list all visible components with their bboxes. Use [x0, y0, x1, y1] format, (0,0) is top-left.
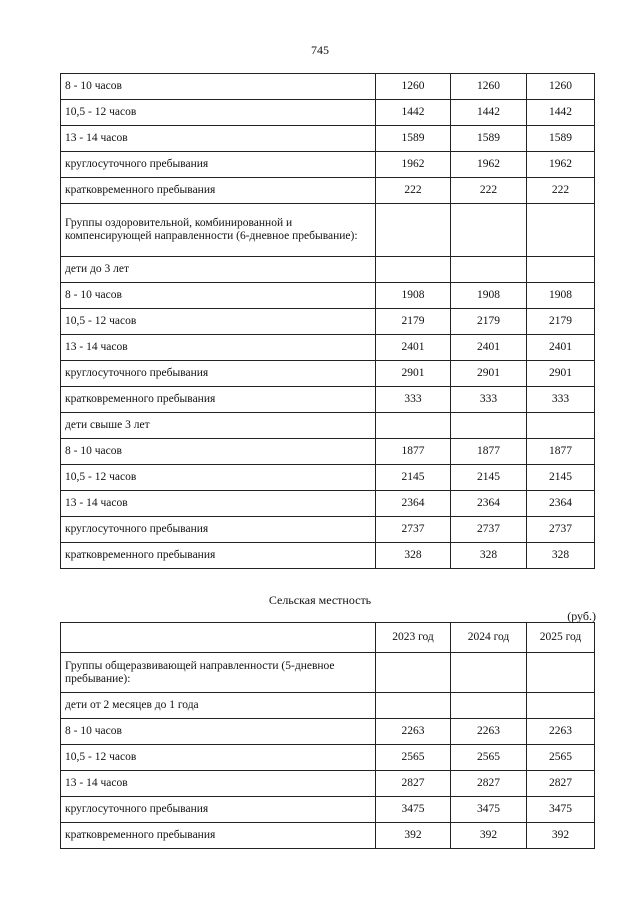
row-value-col1: 3475	[376, 797, 451, 823]
header-cell-year-2025: 2025 год	[527, 623, 595, 653]
row-label: 10,5 - 12 часов	[61, 100, 376, 126]
row-label: 13 - 14 часов	[61, 771, 376, 797]
row-value-col3: 1589	[527, 126, 595, 152]
table-row	[61, 413, 595, 439]
row-label: 10,5 - 12 часов	[61, 745, 376, 771]
row-value-col1: 2737	[376, 517, 451, 543]
row-value-col2: 1908	[451, 283, 527, 309]
row-value-col3: 2364	[527, 491, 595, 517]
row-label: круглосуточного пребывания	[61, 361, 376, 387]
table-row	[61, 491, 595, 517]
row-value-col2	[451, 413, 527, 439]
row-value-col1: 328	[376, 543, 451, 569]
row-value-col3: 2565	[527, 745, 595, 771]
row-label: дети свыше 3 лет	[61, 413, 376, 439]
table-row	[61, 387, 595, 413]
row-value-col3: 328	[527, 543, 595, 569]
row-value-col3: 1442	[527, 100, 595, 126]
table-row	[61, 719, 595, 745]
row-label: 13 - 14 часов	[61, 126, 376, 152]
row-value-col2: 2179	[451, 309, 527, 335]
row-value-col3: 222	[527, 178, 595, 204]
table-row	[61, 797, 595, 823]
row-value-col3	[527, 413, 595, 439]
table-row	[61, 439, 595, 465]
row-value-col2: 333	[451, 387, 527, 413]
row-value-col2: 1877	[451, 439, 527, 465]
row-value-col2	[451, 257, 527, 283]
row-value-col1: 2565	[376, 745, 451, 771]
row-value-col1: 2145	[376, 465, 451, 491]
row-value-col1	[376, 257, 451, 283]
table-header-row	[61, 623, 595, 653]
table-row	[61, 693, 595, 719]
tariff-table-continued	[60, 73, 595, 569]
row-value-col2: 2145	[451, 465, 527, 491]
row-value-col3: 333	[527, 387, 595, 413]
row-value-col2: 328	[451, 543, 527, 569]
table-row	[61, 465, 595, 491]
table-row	[61, 361, 595, 387]
row-value-col3: 2737	[527, 517, 595, 543]
row-label: 8 - 10 часов	[61, 719, 376, 745]
table-row	[61, 543, 595, 569]
row-label: дети до 3 лет	[61, 257, 376, 283]
row-value-col2: 2737	[451, 517, 527, 543]
row-label: 13 - 14 часов	[61, 491, 376, 517]
header-cell-year-2024: 2024 год	[451, 623, 527, 653]
table-row	[61, 309, 595, 335]
row-value-col3	[527, 693, 595, 719]
row-value-col2	[451, 653, 527, 693]
table-row	[61, 517, 595, 543]
row-value-col3: 392	[527, 823, 595, 849]
row-value-col3: 2901	[527, 361, 595, 387]
table-row	[61, 745, 595, 771]
rural-tariff-table	[60, 622, 595, 849]
row-value-col2: 2901	[451, 361, 527, 387]
row-value-col1: 1260	[376, 74, 451, 100]
table-row	[61, 257, 595, 283]
row-value-col2: 392	[451, 823, 527, 849]
row-label: 8 - 10 часов	[61, 74, 376, 100]
row-value-col1: 2901	[376, 361, 451, 387]
row-label: круглосуточного пребывания	[61, 517, 376, 543]
row-value-col1: 1589	[376, 126, 451, 152]
row-value-col3: 3475	[527, 797, 595, 823]
row-value-col3: 2827	[527, 771, 595, 797]
row-label: Группы оздоровительной, комбинированной и компенсирующей направленности (6-дневное пребывание):	[61, 204, 376, 257]
row-label: 8 - 10 часов	[61, 283, 376, 309]
row-value-col1: 2401	[376, 335, 451, 361]
row-value-col3: 1908	[527, 283, 595, 309]
table-row	[61, 823, 595, 849]
row-value-col2: 1962	[451, 152, 527, 178]
table-row	[61, 74, 595, 100]
row-value-col1: 2179	[376, 309, 451, 335]
row-value-col3: 2263	[527, 719, 595, 745]
row-value-col3: 2401	[527, 335, 595, 361]
row-label: круглосуточного пребывания	[61, 152, 376, 178]
row-value-col2: 2364	[451, 491, 527, 517]
row-value-col1: 1442	[376, 100, 451, 126]
row-label: кратковременного пребывания	[61, 823, 376, 849]
row-label: 10,5 - 12 часов	[61, 465, 376, 491]
row-value-col1	[376, 693, 451, 719]
header-cell-empty	[61, 623, 376, 653]
row-label: кратковременного пребывания	[61, 387, 376, 413]
row-value-col3	[527, 653, 595, 693]
row-value-col3: 1260	[527, 74, 595, 100]
row-value-col1: 2827	[376, 771, 451, 797]
row-value-col2: 1442	[451, 100, 527, 126]
row-value-col1: 333	[376, 387, 451, 413]
row-label: кратковременного пребывания	[61, 178, 376, 204]
row-value-col3	[527, 204, 595, 257]
table-row	[61, 335, 595, 361]
row-label: круглосуточного пребывания	[61, 797, 376, 823]
unit-note: (руб.)	[567, 609, 596, 623]
table-row	[61, 178, 595, 204]
page-number: 745	[311, 43, 329, 57]
row-value-col2: 1589	[451, 126, 527, 152]
row-label: 8 - 10 часов	[61, 439, 376, 465]
row-label: 10,5 - 12 часов	[61, 309, 376, 335]
row-value-col2: 2263	[451, 719, 527, 745]
row-value-col1	[376, 204, 451, 257]
row-value-col2	[451, 204, 527, 257]
row-value-col1: 2263	[376, 719, 451, 745]
row-label: кратковременного пребывания	[61, 543, 376, 569]
row-label: 13 - 14 часов	[61, 335, 376, 361]
row-value-col3: 1877	[527, 439, 595, 465]
row-value-col1	[376, 413, 451, 439]
row-value-col3: 1962	[527, 152, 595, 178]
row-value-col2: 3475	[451, 797, 527, 823]
section-title: Сельская местность	[268, 593, 372, 607]
row-value-col1: 2364	[376, 491, 451, 517]
table-row	[61, 100, 595, 126]
table-row	[61, 152, 595, 178]
row-value-col1: 1908	[376, 283, 451, 309]
row-value-col2: 2401	[451, 335, 527, 361]
table-row	[61, 283, 595, 309]
table-row	[61, 653, 595, 693]
row-label: Группы общеразвивающей направленности (5-дневное пребывание):	[61, 653, 376, 693]
row-value-col1	[376, 653, 451, 693]
row-value-col3: 2145	[527, 465, 595, 491]
row-value-col2: 222	[451, 178, 527, 204]
table-row	[61, 771, 595, 797]
row-value-col1: 392	[376, 823, 451, 849]
row-value-col1: 1877	[376, 439, 451, 465]
row-label: дети от 2 месяцев до 1 года	[61, 693, 376, 719]
table-row	[61, 204, 595, 257]
row-value-col2: 2565	[451, 745, 527, 771]
row-value-col2: 1260	[451, 74, 527, 100]
row-value-col1: 1962	[376, 152, 451, 178]
table-row	[61, 126, 595, 152]
row-value-col2	[451, 693, 527, 719]
row-value-col3	[527, 257, 595, 283]
row-value-col3: 2179	[527, 309, 595, 335]
header-cell-year-2023: 2023 год	[376, 623, 451, 653]
row-value-col1: 222	[376, 178, 451, 204]
row-value-col2: 2827	[451, 771, 527, 797]
